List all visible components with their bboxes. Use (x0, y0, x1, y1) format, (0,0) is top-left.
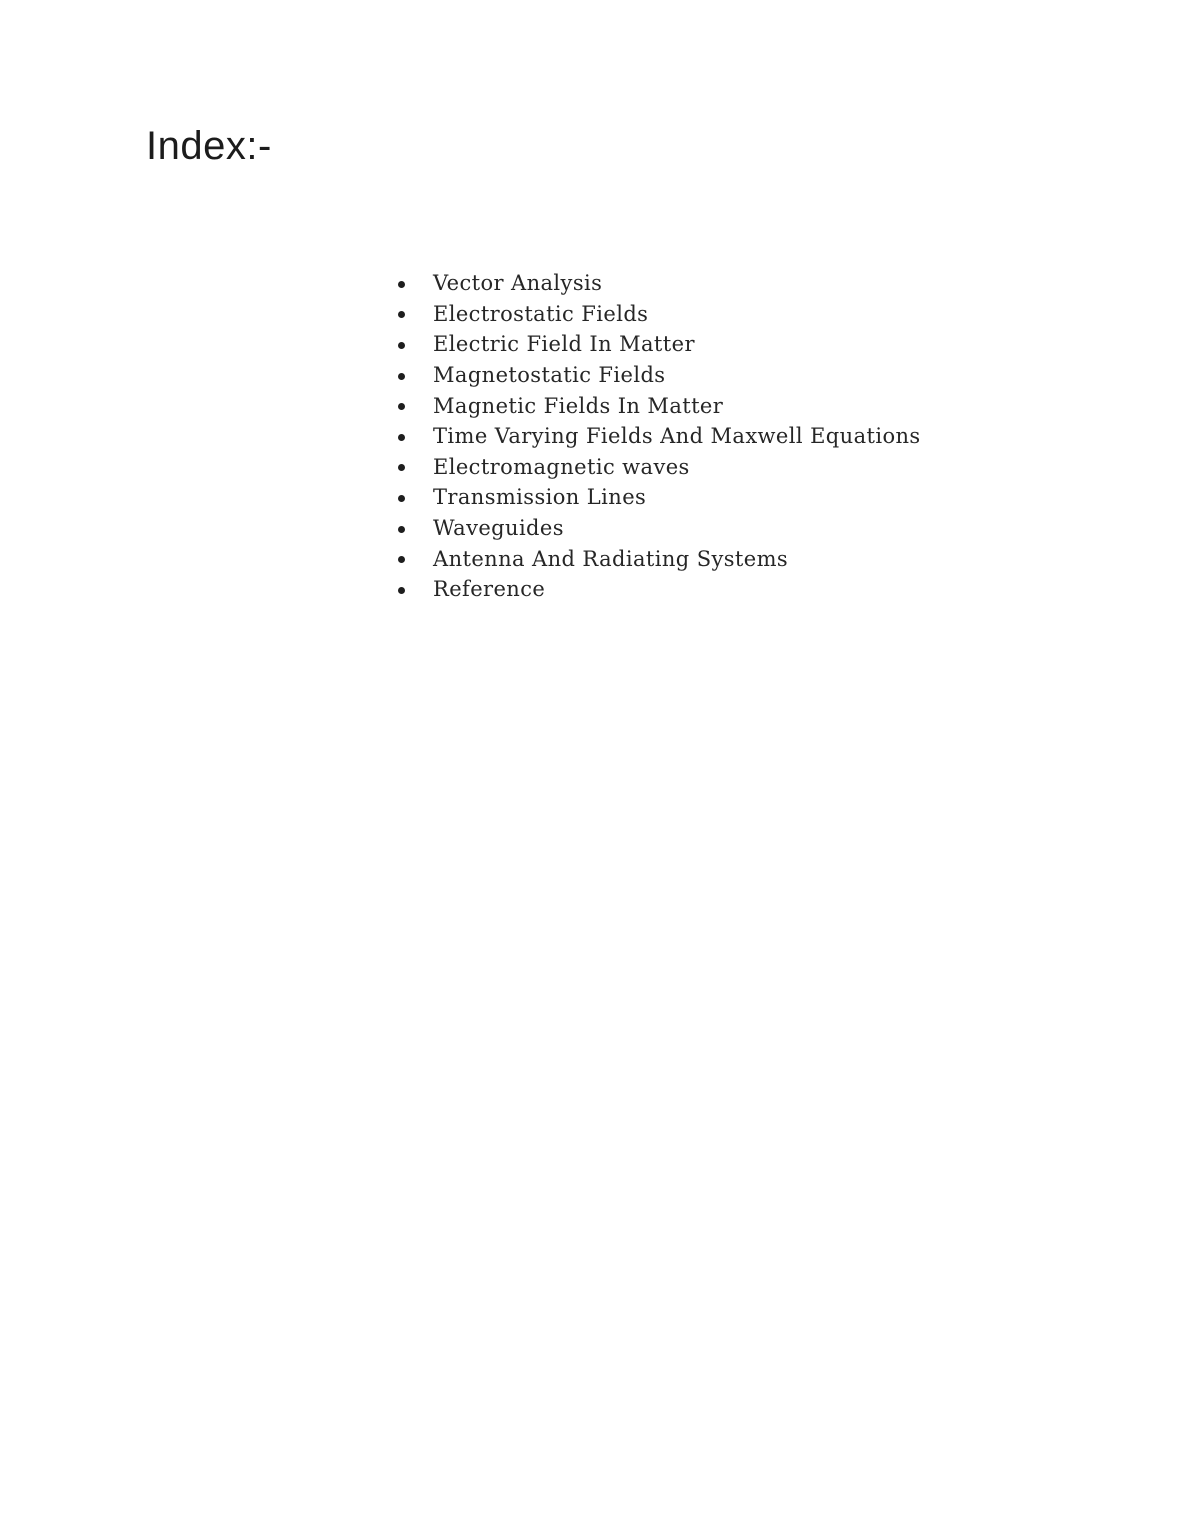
list-item (398, 421, 921, 452)
list-item (398, 390, 921, 421)
bullet-icon (398, 373, 405, 380)
list-item (398, 513, 921, 544)
bullet-icon (398, 311, 405, 318)
list-item-label: Magnetic Fields In Matter (433, 393, 724, 418)
list-item-label: Reference (433, 577, 546, 602)
list-item-label: Electric Field In Matter (433, 332, 695, 357)
list-item (398, 452, 921, 483)
index-list (398, 268, 921, 605)
list-item (398, 482, 921, 513)
list-item (398, 360, 921, 391)
bullet-icon (398, 281, 405, 288)
list-item (398, 543, 921, 574)
bullet-icon (398, 403, 405, 410)
list-item-label: Vector Analysis (433, 271, 603, 296)
page-title: Index:- (146, 124, 272, 168)
bullet-icon (398, 526, 405, 533)
list-item-label: Magnetostatic Fields (433, 363, 666, 388)
list-item (398, 299, 921, 330)
list-item-label: Electrostatic Fields (433, 301, 649, 326)
bullet-icon (398, 587, 405, 594)
list-item-label: Waveguides (433, 516, 564, 541)
list-item (398, 268, 921, 299)
bullet-icon (398, 342, 405, 349)
list-item (398, 329, 921, 360)
bullet-icon (398, 464, 405, 471)
list-item (398, 574, 921, 605)
list-item-label: Transmission Lines (433, 485, 647, 510)
list-item-label: Antenna And Radiating Systems (433, 546, 789, 571)
bullet-icon (398, 556, 405, 563)
list-item-label: Time Varying Fields And Maxwell Equations (433, 424, 921, 449)
bullet-icon (398, 434, 405, 441)
list-item-label: Electromagnetic waves (433, 454, 690, 479)
bullet-icon (398, 495, 405, 502)
